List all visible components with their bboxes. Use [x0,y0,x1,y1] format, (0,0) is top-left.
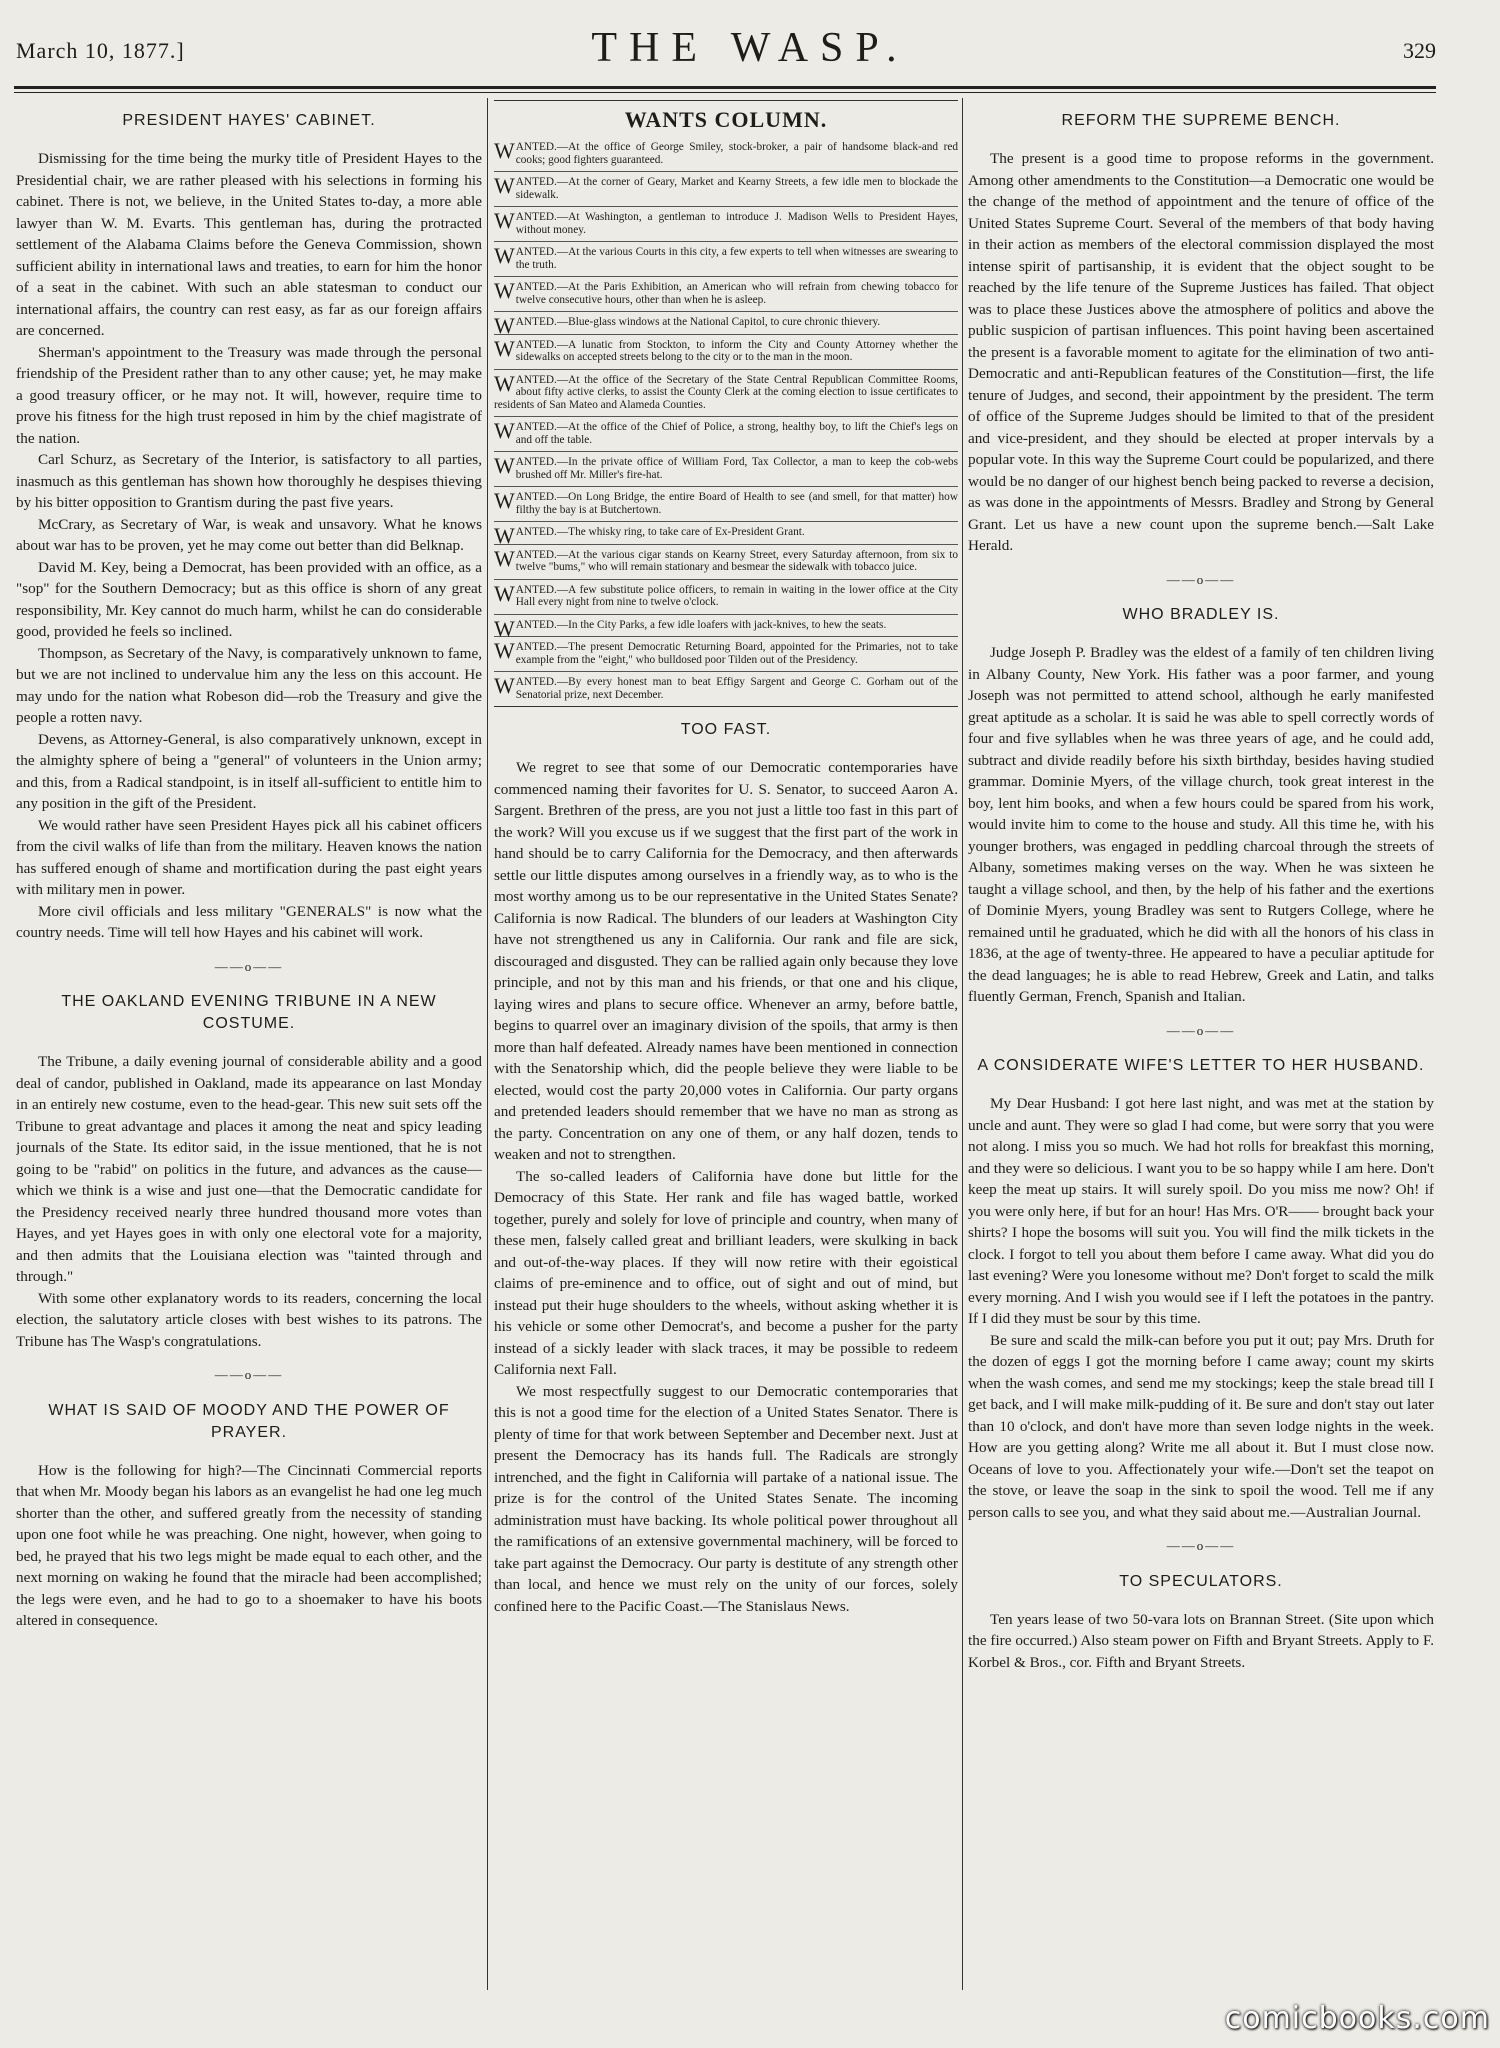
section-separator: ——o—— [214,1367,284,1382]
article-heading: A CONSIDERATE WIFE'S LETTER TO HER HUSBAND. [977,1057,1425,1074]
section-separator: ——o—— [1166,1538,1236,1553]
watermark-logo: comicbooks.com [1224,2001,1490,2036]
masthead-rule [14,86,1436,89]
wants-ad-text: ANTED.—The whisky ring, to take care of Ex-President Grant. [515,526,805,538]
wants-ad [494,242,958,277]
wants-ad [494,487,958,522]
article-heading: THE OAKLAND EVENING TRIBUNE IN A NEW COSTUME. [61,993,437,1032]
wants-ad [494,672,958,706]
article-paragraph: Judge Joseph P. Bradley was the eldest of a family of ten children living in Albany County, New York. His father was a poor farmer, and young Joseph was not permitted to attend school, although he early manifested great aptitude as a scholar. It is said he was able to spell correctly words of four and five syllables when he was three years of age, and he could add, subtract and divide readily before his sixth birthday, besides having studied grammar. Dominie Myers, of the village church, took great interest in the boy, lent him books, and when a few hours could be spared from his work, would invite him to come to the house and study. All this time he, with his younger brothers, was engaged in peddling charcoal through the streets of Albany, sometimes making verses on the way. When he was sixteen he taught a village school, and then, by the help of his father and the exertions of Dominie Myers, young Bradley was sent to Rutgers College, where he remained until he graduated, which he did with all the honors of his class in 1836, at the age of twenty-three. He appeared to have a peculiar aptitude for the dead languages; he is able to read Hebrew, Greek and Latin, and talks fluently German, French, Spanish and Italian. [968,644,1434,1005]
wants-ad-text: ANTED.—At the various Courts in this city, a few experts to tell when witnesses are swearing to the truth. [515,246,958,271]
drop-cap: W [494,313,515,338]
wants-ad-text: ANTED.—On Long Bridge, the entire Board of Health to see (and smell, for that matter) how filthy the bay is at Butchertown. [515,491,958,516]
article-paragraph: Ten years lease of two 50-vara lots on Brannan Street. (Site upon which the fire occurred.) Also steam power on Fifth and Bryant Streets. Apply to F. Korbel & Bros., cor. Fifth and Bryant Streets. [968,1610,1434,1671]
wants-heading: WANTS COLUMN. [624,107,828,132]
article-paragraph: We regret to see that some of our Democratic contemporaries have commenced naming their favorites for U. S. Senator, to succeed Aaron A. Sargent. Brethren of the press, are you not just a little too fast in this part of the work? Will you excuse us if we suggest that the first part of the work in hand should be to carry California for the Democracy, and then afterwards settle our little disputes among ourselves in a friendly way, as to who is the most worthy among us to be our representative in the United States Senate? California is now Radical. The blunders of our leaders at Washington City have not strengthened us any in California. Our rank and file are sick, discouraged and disgusted. They can be rallied again only because they love principle, and not by this man and his friends, or that one and his clique, laying wires and plans to secure office. Whenever an army, before battle, begins to quarrel over an imaginary division of the spoils, that army is then more than half defeated. Already names have been mentioned in connection with the Senatorship which, did the people believe they were liable to be elected, would cost the party 20,000 votes in California. Our party organs and pretended leaders should remember that we have no man as strong as the party. Concentration on any one of them, or any half dozen, tends to weaken and not to strengthen. [494,759,958,1163]
wants-ad [494,172,958,207]
wants-ad [494,580,958,615]
article-heading: TO SPECULATORS. [1119,1572,1283,1590]
drop-cap: W [494,138,515,163]
article-paragraph: More civil officials and less military "GENERALS" is now what the country needs. Time will tell how Hayes and his cabinet will work. [16,902,482,941]
drop-cap: W [494,453,515,478]
section-separator: ——o—— [214,958,284,974]
wants-ad-text: ANTED.—By every honest man to beat Effigy Sargent and George C. Gorham out of the Senatorial prize, next December. [515,676,958,701]
wants-ad [494,545,958,580]
article-paragraph: We most respectfully suggest to our Democratic contemporaries that this is not a good time for the election of a United States Senator. There is plenty of time for that work between September and December next. Just at present the Democracy has its hands full. The Radicals are strongly intrenched, and the fight in California will partake of a national issue. The prize is for the control of the United States Senate. The incoming administration must have backing. Its whole political power throughout all the ramifications of an extensive governmental machinery, will be forced to take part against the Democracy. Our party is destitute of any strength other than local, and hence we must rely on the unity of our forces, solely confined here to the Pacific Coast.—The Stanislaus News. [494,1382,958,1615]
drop-cap: W [494,673,515,698]
column-divider [962,98,963,1990]
wants-ad [494,615,958,641]
wants-ad-text: ANTED.—At the office of the Chief of Police, a strong, healthy boy, to lift the Chief's legs on and off the table. [515,421,958,446]
wants-ad-text: ANTED.—At the Paris Exhibition, an American who will refrain from chewing tobacco for twelve consecutive hours, other than when he is asleep. [515,281,958,306]
section-separator: ——o—— [1166,571,1236,587]
wants-column [494,100,958,707]
wants-ad [494,335,958,370]
article-heading: WHO BRADLEY IS. [1122,606,1280,623]
wants-ad-text: ANTED.—In the private office of William Ford, Tax Collector, a man to keep the cob-webs brushed off Mr. Miller's fire-hat. [515,456,958,481]
wants-ad-text: ANTED.—The present Democratic Returning Board, appointed for the Primaries, not to take example from the "eight," who bulldosed poor Tilden out of the Presidency. [515,641,958,666]
wants-ad-text: ANTED.—In the City Parks, a few idle loafers with jack-knives, to hew the seats. [515,618,887,631]
drop-cap: W [494,523,515,548]
drop-cap: W [494,580,515,606]
wants-ad [494,417,958,452]
masthead-rule-thin [14,92,1436,93]
column-divider [487,98,488,1990]
article-paragraph: Carl Schurz, as Secretary of the Interior, is satisfactory to all parties, inasmuch as this gentleman has shown how thoroughly he despises thieving by his bitter opposition to Grantism during the past five years. [16,451,482,511]
wants-ad-text: ANTED.—A few substitute police officers, to remain in waiting in the lower office at the City Hall every night from nine to twelve o'clock. [515,583,958,608]
section-separator: ——o—— [1166,1022,1236,1038]
wants-ad [494,370,958,418]
wants-ad-text: ANTED.—Blue-glass windows at the National Capitol, to cure chronic thievery. [515,316,881,328]
wants-ad [494,137,958,172]
article-paragraph: David M. Key, being a Democrat, has been provided with an office, as a "sop" for the Southern Democracy; but as this office is shorn of any great responsibility, Mr. Key cannot do much harm, whilst he can do considerable good, provided he feels so inclined. [16,558,482,640]
page-number: 329 [1403,38,1436,63]
wants-ad-text: ANTED.—A lunatic from Stockton, to inform the City and County Attorney whether the sidewalks on accepted streets belong to the city or to the man in the moon. [515,338,958,363]
article-paragraph: How is the following for high?—The Cincinnati Commercial reports that when Mr. Moody began his labors as an evangelist he had one leg much shorter than the other, and suffered greatly from the necessity of standing upon one foot while he was preaching. One night, however, when going to bed, he prayed that his two legs might be made equal to each other, and the next morning on waking he found that the miracle had been accomplished; the legs were even, and he had to go to a shoemaker to have his boots altered in consequence. [16,1461,482,1629]
article-heading: PRESIDENT HAYES' CABINET. [122,112,376,129]
article-heading: WHAT IS SAID OF MOODY AND THE POWER OF PRAYER. [48,1401,450,1441]
wants-ad [494,637,958,672]
wants-ad [494,522,958,548]
article-paragraph: Devens, as Attorney-General, is also comparatively unknown, except in the almighty sphere of being a "general" of volunteers in the Union army; and this, from a Radical standpoint, is in itself all-sufficient to entitle him to any position in the gift of the President. [16,730,482,812]
wants-ad [494,207,958,242]
article-paragraph: The so-called leaders of California have done but little for the Democracy of this State. Her rank and file has waged battle, worked together, purely and solely for love of principle and country, when many of these men, falsely called great and brilliant leaders, were skulking in back and out-of-the-way places. If they will now retire with their egoistical claims of pre-eminence and to office, out of sight and out of mind, but instead put their huge shoulders to the wheels, without asking whether it is his vehicle or some other Democrat's, and become a pusher for the party instead of a sickly leader with slack traces, it may be possible to redeem California next Fall. [494,1167,958,1378]
drop-cap: W [494,638,515,663]
article-paragraph: Be sure and scald the milk-can before you put it out; pay Mrs. Druth for the dozen of eggs I got the morning before I came away; count my skirts when the wash comes, and send me my stockings; keep the stale bread till I get back, and I will make milk-pudding of it. Be sure and don't stay out later than 10 o'clock, and don't have more than seven lodge nights in the week. How are you getting along? Write me all about it. But I must close now. Oceans of love to you. Affectionately your wife.—Don't set the teapot on the stove, or leave the soap in the sink to spoil the wood. Tell me if any person calls to see you, and what they said about me.—Australian Journal. [968,1331,1434,1521]
wants-ad [494,452,958,487]
column-middle [494,100,958,2000]
drop-cap: W [494,278,515,303]
article-paragraph: McCrary, as Secretary of War, is weak and unsavory. What he knows about war has to be proven, yet he may come out better than did Belknap. [16,515,482,554]
wants-ad-text: ANTED.—At Washington, a gentleman to introduce J. Madison Wells to President Hayes, without money. [515,211,958,236]
drop-cap: W [494,418,515,443]
wants-ad-text: ANTED.—At the office of George Smiley, stock-broker, a pair of handsome black-and red cooks; good fighters guaranteed. [515,141,958,166]
drop-cap: W [494,545,515,571]
drop-cap: W [494,615,515,641]
drop-cap: W [494,335,515,361]
drop-cap: W [494,208,515,233]
wants-ad [494,312,958,338]
column-left [16,100,482,2000]
wants-list [494,137,958,706]
drop-cap: W [494,370,515,396]
article-heading: TOO FAST. [680,721,772,738]
wants-ad [494,277,958,312]
column-right [968,100,1434,2000]
article-paragraph: We would rather have seen President Hayes pick all his cabinet officers from the civil walks of life than from the military. Heaven knows the nation has suffered enough of shame and mortification during the past eight years with military men in power. [16,816,482,898]
article-paragraph: The present is a good time to propose reforms in the government. Among other amendments to the Constitution—a Democratic one would be the change of the method of appointment and the tenure of office of the United States Supreme Court. Several of the members of that body having in their action as members of the electoral commission displayed the most intense spirit of partisanship, it is evident that the object sought to be reached by the life tenure of the Supreme Justices has failed. That object was to place these Justices above the atmosphere of politics and above the public suspicion of partisan influences. This point having been ascertained the present is a favorable moment to agitate for the elimination of two anti-Democratic and anti-Republican features of the Constitution—first, the life tenure of Judges, and second, their appointment by the president. The term of office of the Supreme Judges should be limited to that of the president and vice-president, and they should be elected at proper intervals by a popular vote. In this way the Supreme Court could be popularized, and there would be no danger of our highest bench being packed to reverse a decision, as was done in the appointments of Messrs. Bradley and Strong by General Grant. Let us have a new count upon the supreme bench.—Salt Lake Herald. [968,150,1434,554]
drop-cap: W [494,243,515,268]
article-paragraph: Thompson, as Secretary of the Navy, is comparatively unknown to fame, but we are not inclined to undervalue him any the less on this account. He may undo for the nation what Robeson did—rob the Treasury and give the people a rotten navy. [16,644,482,726]
drop-cap: W [494,173,515,198]
article-paragraph: Sherman's appointment to the Treasury was made through the personal friendship of the President rather than to any other cause; yet, he may make a good treasury officer, or he may not. It will, however, require time to prove his fitness for the high trust reposed in him by the chief magistrate of the nation. [16,343,482,447]
article-paragraph: Dismissing for the time being the murky title of President Hayes to the Presidential chair, we are rather pleased with his selections in forming his cabinet. There is not, we believe, in the United States to-day, a more able lawyer than W. M. Evarts. This gentleman has, during the protracted settlement of the Alabama Claims before the Geneva Commission, shown sufficient ability in international laws and treaties, to earn for him the honor of a seat in the cabinet. With such an able statesman to conduct our international affairs, the country can rest easy, as far as our foreign affairs are concerned. [16,150,482,339]
wants-ad-text: ANTED.—At the various cigar stands on Kearny Street, every Saturday afternoon, from six to twelve "bums," who will remain stationary and besmear the sidewalk with tobacco juice. [515,548,958,573]
newspaper-title: THE WASP. [591,25,909,71]
issue-date: March 10, 1877.] [16,38,185,63]
article-paragraph: The Tribune, a daily evening journal of considerable ability and a good deal of candor, published in Oakland, made its appearance on last Monday in an entirely new costume, even to the head-gear. This new suit sets off the Tribune to great advantage and places it among the neat and spicy leading journals of the State. Its editor said, in the issue mentioned, that he is not going to be "rabid" on politics in the future, and advances as the cause—which we think is a wise and just one—that the Democratic candidate for the Presidency received nearly three hundred thousand more votes than Hayes, and yet Hayes goes in with only one electoral vote for a majority, and then admits that the Louisiana election was "tainted through and through." [16,1053,482,1285]
wants-ad-text: ANTED.—At the office of the Secretary of the State Central Republican Committee Rooms, about fifty active clerks, to assist the County Clerk at the coming election to issue certificates to residents of San Mateo and Alameda Counties. [494,373,958,411]
drop-cap: W [494,488,515,513]
wants-ad-text: ANTED.—At the corner of Geary, Market and Kearny Streets, a few idle men to blockade the sidewalk. [515,176,958,201]
article-paragraph: My Dear Husband: I got here last night, and was met at the station by uncle and aunt. They were so glad I had come, but were sorry that you were not along. I miss you so much. We had hot rolls for breakfast this morning, and they were so delicious. I want you to be so happy while I am here. Don't keep the meat up stairs. It will surely spoil. Do you miss me now? Oh! if you were only here, if but for an hour! Has Mrs. O'R—— brought back your shirts? I hope the bosoms will suit you. You will find the milk tickets in the clock. I forgot to tell you about them before I came away. What did you do last evening? Were you lonesome without me? Don't forget to scald the milk every morning. And I wish you would see if I left the potatoes in the pantry. If I did they must be sour by this time. [968,1095,1434,1327]
article-heading: REFORM THE SUPREME BENCH. [1061,112,1341,129]
article-paragraph: With some other explanatory words to its readers, concerning the local election, the salutatory article closes with best wishes to its patrons. The Tribune has The Wasp's congratulations. [16,1289,482,1350]
masthead [0,0,1500,90]
